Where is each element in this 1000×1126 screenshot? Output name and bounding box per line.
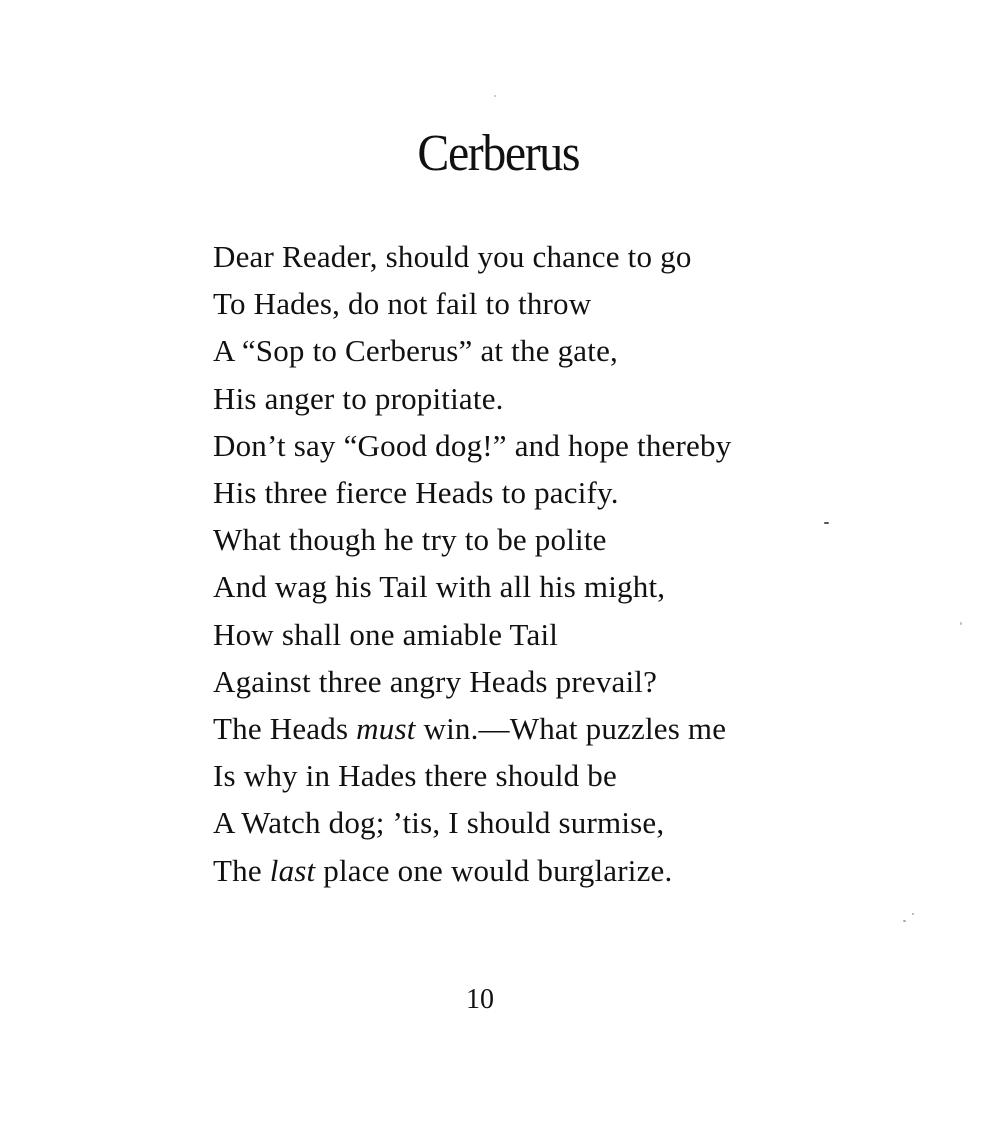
poem-line-text: And wag his Tail with all his might, [213, 569, 666, 605]
poem-line [213, 847, 731, 894]
poem-line [213, 516, 731, 563]
poem-line-text: His anger to propitiate. [213, 380, 504, 416]
poem-line [213, 327, 731, 374]
poem-line-text: How shall one amiable Tail [213, 616, 559, 652]
poem-line [213, 799, 731, 846]
poem-line-text: Against three angry Heads prevail? [213, 663, 658, 699]
scan-speck [960, 622, 962, 625]
poem-line [213, 658, 731, 705]
poem-line-text: The Heads [213, 711, 357, 747]
poem-line-text: The [213, 852, 270, 888]
poem-line-text: To Hades, do not fail to throw [213, 286, 592, 322]
poem-line-text: His three fierce Heads to pacify. [213, 475, 619, 511]
poem-line [213, 375, 731, 422]
poem-title: Cerberus [417, 125, 580, 182]
poem-body [213, 233, 731, 894]
poem-line-text: A “Sop to Cerberus” at the gate, [213, 333, 618, 369]
poem-line-text: Don’t say “Good dog!” and hope thereby [213, 427, 732, 463]
poem-line [213, 233, 731, 280]
poem-line [213, 422, 731, 469]
poem-line-text: win.—What puzzles me [415, 711, 727, 747]
scan-speck [494, 95, 496, 97]
poem-line [213, 611, 731, 658]
poem-line-italic-text: must [356, 711, 416, 747]
scan-speck [912, 913, 914, 915]
poem-line-text: Is why in Hades there should be [213, 758, 617, 794]
scan-speck [824, 522, 829, 524]
poem-line-text: Dear Reader, should you chance to go [213, 239, 692, 274]
poem-line [213, 280, 731, 327]
poem-line [213, 705, 731, 752]
poem-line [213, 563, 731, 610]
poem-line-text: A Watch dog; ’tis, I should surmise, [213, 805, 665, 841]
page-number: 10 [466, 984, 494, 1015]
poem-line [213, 469, 731, 516]
poem-line-text: place one would burglarize. [315, 852, 673, 888]
poem-line [213, 752, 731, 799]
poem-line-text: What though he try to be polite [213, 522, 607, 558]
poem-line-italic-text: last [269, 852, 316, 888]
scan-speck [903, 920, 906, 922]
